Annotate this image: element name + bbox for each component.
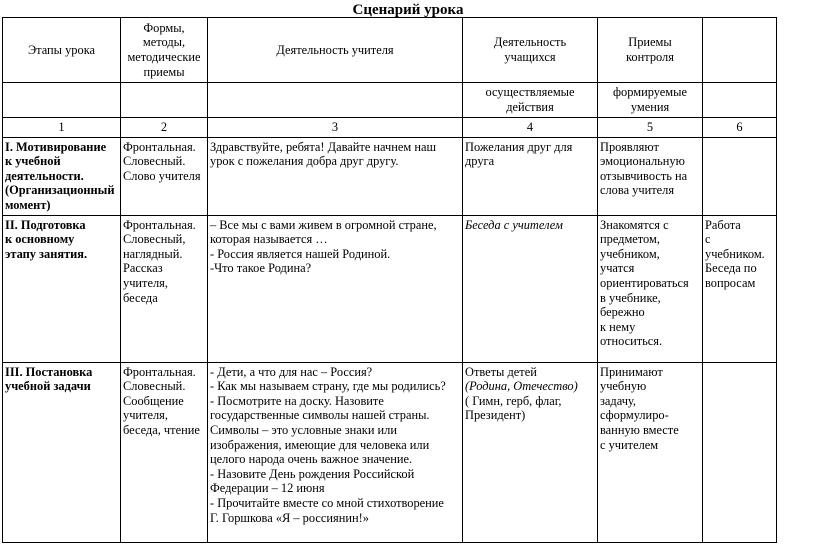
students-lines [465,394,595,423]
col-number: 6 [703,118,777,138]
text-line: Работа [705,217,741,232]
text-line: Приемы [628,35,672,50]
text-line: задачу, [600,393,636,408]
text-line: Беседа по [705,261,757,276]
text-line: Словесный. [123,154,186,169]
methods-cell [121,215,208,362]
students-cell [463,215,598,362]
skills-cell [598,137,703,215]
col-number: 5 [598,118,703,138]
text-line: Словесный. [123,379,186,394]
subheader-empty-1 [3,83,121,118]
col-number: 2 [121,118,208,138]
text-line: методы, [142,35,186,50]
subheader-empty-2 [121,83,208,118]
text-line: учащихся [504,50,556,64]
text-line: Символы – это условные знаки или [210,422,397,437]
text-line: деятельности. [5,168,84,183]
text-line: Рассказ [123,261,163,276]
text-line: (Организационный [5,183,115,198]
text-line: Сообщение [123,393,184,408]
number-row [3,118,777,138]
text-line: ( Гимн, герб, флаг, [465,393,562,408]
text-line: которая называется … [210,232,328,247]
text-line: Федерации – 12 июня [210,481,325,496]
text-line: относиться. [600,334,663,349]
text-line: учебную [600,379,647,394]
text-line: сформулиро- [600,408,669,423]
text-line: к нему [600,319,636,334]
students-italic: Беседа с учителем [465,217,563,232]
table-row [3,137,777,215]
text-line: I. Мотивирование [5,139,107,154]
stage-cell [3,362,121,542]
text-line: в учебнике, [600,290,661,305]
text-line: III. Постановка [5,364,93,379]
text-line: приемы [143,64,185,79]
text-line: формируемые [613,85,687,100]
methods-cell [121,137,208,215]
text-line: - Как мы называем страну, где мы родились? [210,379,446,394]
text-line: Фронтальная. [123,364,196,379]
skills-cell [598,215,703,362]
text-line: Проявляют [600,139,659,154]
subheader-empty-3 [208,83,463,118]
text-line: Деятельность [493,35,567,50]
text-line: осуществляемые [485,85,575,100]
text-line: - Россия является нашей Родиной. [210,246,391,261]
text-line: методические [127,50,201,64]
header-students [463,18,598,83]
text-line: с [705,232,711,247]
text-line: учителя, [123,408,168,423]
header-control [598,18,703,83]
text-line: Словесный, [123,232,186,247]
text-line: Слово учителя [123,168,201,183]
table-row [3,362,777,542]
header-col6 [703,18,777,83]
text-line: контроля [626,50,674,64]
lesson-table [2,17,777,543]
text-line: – Все мы с вами живем в огромной стране, [210,217,437,232]
text-line: учебником, [600,246,660,261]
text-line: Принимают [600,364,663,379]
text-line: учебником. [705,246,765,261]
text-line: государственные символы нашей страны. [210,408,430,423]
text-line: - Посмотрите на доску. Назовите [210,393,384,408]
text-line: Президент) [465,408,526,423]
text-line: - Прочитайте вместе со мной стихотворение [210,495,444,510]
stage-cell [3,215,121,362]
text-line: урок с пожелания добра друг другу. [210,154,399,169]
text-line: к учебной [5,154,61,169]
text-line: учатся [600,261,635,276]
col-number: 1 [3,118,121,138]
text-line: с учителем [600,437,659,452]
header-methods [121,18,208,83]
text-line: бережно [600,305,645,320]
col-number: 3 [208,118,463,138]
subheader-empty-6 [703,83,777,118]
subheader-actions [463,83,598,118]
subheader-skills [598,83,703,118]
text-line: ванную вместе [600,422,679,437]
col-number: 4 [463,118,598,138]
skills-cell [598,362,703,542]
text-line: наглядный. [123,246,183,261]
methods-cell [121,362,208,542]
text-line: - Назовите День рождения Российской [210,466,415,481]
students-cell [463,362,598,542]
text-line: учителя, [123,275,168,290]
header-teacher: Деятельность учителя [208,18,463,83]
table-row [3,215,777,362]
subheader-row [3,83,777,118]
text-line: целого народа очень важное значение. [210,452,413,467]
control-cell [703,362,777,542]
text-line: Пожелания друг для [465,139,573,154]
text-line: действия [506,100,554,114]
text-line: друга [465,154,495,169]
text-line: предметом, [600,232,660,247]
text-line: момент) [5,197,51,212]
students-line: Ответы детей [465,364,537,379]
text-line: Знакомятся с [600,217,669,232]
text-line: Фронтальная. [123,139,196,154]
control-cell [703,137,777,215]
text-line: отзывчивость на [600,168,688,183]
text-line: -Что такое Родина? [210,261,312,276]
teacher-cell [208,215,463,362]
text-line: беседа [123,290,158,305]
text-line: слова учителя [600,183,675,198]
students-italic: (Родина, Отечество) [465,379,578,394]
text-line: к основному [5,232,75,247]
teacher-cell [208,137,463,215]
text-line: Формы, [143,20,185,35]
text-line: изображения, имеющие для человека или [210,437,430,452]
students-cell [463,137,598,215]
text-line: ориентироваться [600,275,689,290]
page-title: Сценарий урока [352,2,464,18]
text-line: беседа, чтение [123,422,200,437]
text-line: Фронтальная. [123,217,196,232]
control-cell [703,215,777,362]
text-line: Здравствуйте, ребята! Давайте начнем наш [210,139,437,154]
text-line: - Дети, а что для нас – Россия? [210,364,373,379]
text-line: учебной задачи [5,379,91,394]
text-line: II. Подготовка [5,217,86,232]
text-line: Г. Горшкова «Я – россиянин!» [210,510,369,525]
header-stages: Этапы урока [3,18,121,83]
text-line: этапу занятия. [5,246,88,261]
text-line: вопросам [705,275,756,290]
stage-cell [3,137,121,215]
text-line: эмоциональную [600,154,685,169]
text-line: умения [630,100,670,114]
header-row [3,18,777,83]
teacher-cell [208,362,463,542]
